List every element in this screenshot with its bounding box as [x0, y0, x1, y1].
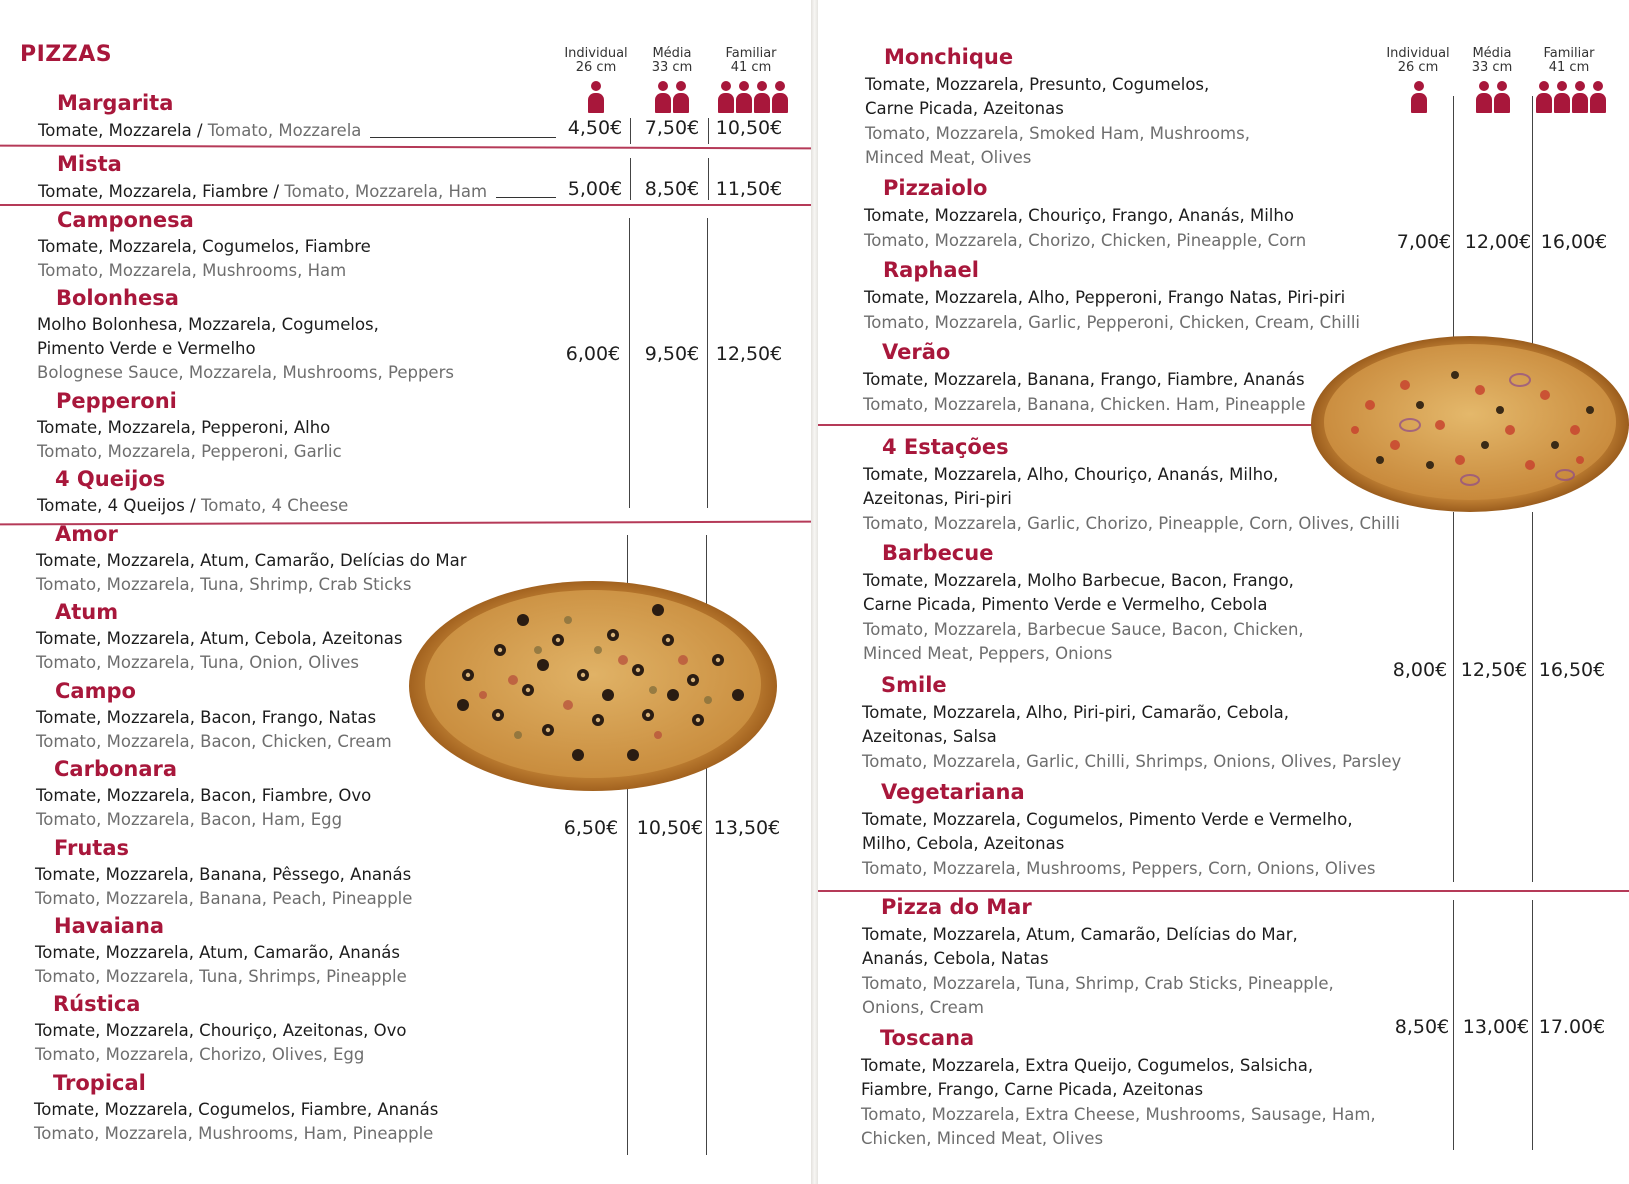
- ingredients-en: Tomato, Mozzarela, Bacon, Ham, Egg: [36, 810, 343, 829]
- column-separator: [1453, 512, 1454, 882]
- ingredients-en: Tomato, Mozzarela, Mushrooms, Ham: [38, 261, 347, 280]
- price-media: 12,00€: [1464, 231, 1532, 253]
- person-icon: [1554, 81, 1570, 113]
- ingredients-pt: Carne Picada, Pimento Verde e Vermelho, Cebola: [863, 595, 1268, 614]
- person-icon-group-1: [1411, 81, 1427, 113]
- pizza-name-amor: Amor: [55, 522, 118, 546]
- pizza-name-havaiana: Havaiana: [54, 914, 165, 938]
- size-label: Familiar: [725, 46, 777, 61]
- pizza-name-smile: Smile: [881, 673, 947, 697]
- pizza-name-carbonara: Carbonara: [54, 757, 178, 781]
- column-separator: [708, 158, 709, 200]
- person-icon: [1476, 81, 1492, 113]
- pizza-name-4-queijos: 4 Queijos: [55, 467, 166, 491]
- size-cm: 33 cm: [651, 60, 693, 75]
- column-separator: [630, 118, 631, 144]
- price-individual: 6,00€: [565, 343, 621, 365]
- ingredients-pt: Tomate, Mozzarela, Fiambre: [38, 182, 269, 201]
- ingredients-en: Tomato, Mozzarela, Smoked Ham, Mushrooms,: [865, 124, 1250, 143]
- price-familiar: 11,50€: [715, 178, 783, 200]
- pizza-name-verao: Verão: [882, 340, 951, 364]
- size-cm: 33 cm: [1471, 60, 1513, 75]
- ingredients-pt: Tomate, Mozzarela, Alho, Chouriço, Ananás, Milho,: [863, 465, 1279, 484]
- ingredients-pt: Ananás, Cebola, Natas: [862, 949, 1049, 968]
- ingredients-pt: Tomate, Mozzarela, Atum, Camarão, Delícias do Mar,: [862, 925, 1298, 944]
- pizza-name-frutas: Frutas: [54, 836, 130, 860]
- ingredients-en: Tomato, Mozzarela, Tuna, Shrimps, Pineapple: [35, 967, 407, 986]
- pizza-name-bolonhesa: Bolonhesa: [56, 286, 179, 310]
- price-media: 13,00€: [1462, 1016, 1530, 1038]
- size-label: Média: [1472, 46, 1512, 61]
- pizza-name-barbecue: Barbecue: [882, 541, 994, 565]
- size-header-familiar: [711, 47, 791, 75]
- ingredients-pt: Tomate, Mozzarela, Cogumelos, Fiambre: [38, 237, 371, 256]
- divider-line: [0, 521, 811, 526]
- ingredients-pt: Tomate, Mozzarela, Alho, Pepperoni, Frango Natas, Piri-piri: [864, 288, 1346, 307]
- ingredients-en: Tomato, Mozzarela, Extra Cheese, Mushrooms, Sausage, Ham,: [861, 1105, 1376, 1124]
- leader-line: [496, 196, 556, 198]
- ingredients-pt: Tomate, Mozzarela, Presunto, Cogumelos,: [865, 75, 1210, 94]
- pizza-name-camponesa: Camponesa: [57, 208, 194, 232]
- ingredients-en: Tomato, Mozzarela, Tuna, Onion, Olives: [36, 653, 359, 672]
- price-media: 12,50€: [1460, 659, 1528, 681]
- column-separator: [1532, 900, 1533, 1150]
- separator: /: [268, 182, 285, 201]
- ingredients-en: Tomato, Mozzarela, Tuna, Shrimp, Crab Sticks, Pineapple,: [862, 974, 1334, 993]
- ingredients-pt: Tomate, Mozzarela, Cogumelos, Pimento Verde e Vermelho,: [862, 810, 1353, 829]
- price-media: 9,50€: [644, 343, 700, 365]
- ingredients-pt: Tomate, Mozzarela, Pepperoni, Alho: [37, 418, 331, 437]
- separator: /: [191, 121, 208, 140]
- column-separator: [1532, 512, 1533, 882]
- size-label: Individual: [564, 46, 628, 61]
- person-icon-group-4: [1536, 81, 1606, 113]
- pizza-ingredients-mista: [38, 180, 487, 204]
- ingredients-pt: Tomate, Mozzarela, Atum, Camarão, Delícias do Mar: [36, 551, 467, 570]
- ingredients-pt: Tomate, Mozzarela, Chouriço, Frango, Ananás, Milho: [864, 206, 1294, 225]
- size-header-familiar: [1529, 47, 1609, 75]
- pizza-olive-illustration: [408, 580, 778, 792]
- column-separator: [1453, 900, 1454, 1150]
- pizza-name-monchique: Monchique: [884, 45, 1014, 69]
- ingredients-pt: Tomate, Mozzarela, Atum, Camarão, Ananás: [35, 943, 400, 962]
- price-familiar: 13,50€: [713, 817, 781, 839]
- ingredients-pt: Tomate, Mozzarela, Extra Queijo, Cogumelos, Salsicha,: [861, 1056, 1314, 1075]
- size-header-individual: [556, 47, 636, 75]
- ingredients-pt: Tomate, Mozzarela, Bacon, Frango, Natas: [36, 708, 377, 727]
- person-icon: [1572, 81, 1588, 113]
- price-familiar: 17.00€: [1538, 1016, 1606, 1038]
- pizza-name-tropical: Tropical: [53, 1071, 146, 1095]
- size-cm: 26 cm: [1397, 60, 1439, 75]
- person-icon: [1494, 81, 1510, 113]
- divider-line: [818, 890, 1629, 892]
- size-label: Média: [652, 46, 692, 61]
- divider-line: [0, 204, 811, 206]
- ingredients-pt: Tomate, Mozzarela, Banana, Frango, Fiambre, Ananás: [863, 370, 1305, 389]
- price-individual: 4,50€: [567, 117, 623, 139]
- ingredients-pt: Tomate, Mozzarela, Cogumelos, Fiambre, Ananás: [34, 1100, 439, 1119]
- person-icon: [1590, 81, 1606, 113]
- price-individual: 7,00€: [1396, 231, 1452, 253]
- price-media: 10,50€: [636, 817, 704, 839]
- ingredients-pt: Tomate, 4 Queijos: [37, 496, 185, 515]
- price-individual: 5,00€: [567, 178, 623, 200]
- person-icon: [718, 81, 734, 113]
- size-label: Familiar: [1543, 46, 1595, 61]
- person-icon: [655, 81, 671, 113]
- size-header-individual: [1378, 47, 1458, 75]
- pizza-topping-illustration: [1310, 335, 1629, 513]
- price-media: 7,50€: [644, 117, 700, 139]
- ingredients-en: Tomato, Mozzarela, Garlic, Chorizo, Pineapple, Corn, Olives, Chilli: [863, 514, 1400, 533]
- pizza-ingredients-4-queijos: [37, 494, 348, 518]
- pizza-name-pizza-do-mar: Pizza do Mar: [881, 895, 1032, 919]
- person-icon: [1536, 81, 1552, 113]
- pizza-name-atum: Atum: [55, 600, 119, 624]
- ingredients-en: Onions, Cream: [862, 998, 984, 1017]
- ingredients-pt: Fiambre, Frango, Carne Picada, Azeitonas: [861, 1080, 1204, 1099]
- size-cm: 41 cm: [730, 60, 772, 75]
- price-individual: 8,00€: [1392, 659, 1448, 681]
- ingredients-pt: Tomate, Mozzarela, Bacon, Fiambre, Ovo: [36, 786, 372, 805]
- size-cm: 26 cm: [575, 60, 617, 75]
- ingredients-pt: Tomate, Mozzarela, Atum, Cebola, Azeitonas: [36, 629, 403, 648]
- person-icon-group-2: [1476, 81, 1510, 113]
- ingredients-en: Minced Meat, Olives: [865, 148, 1032, 167]
- person-icon: [1411, 81, 1427, 113]
- ingredients-en: Tomato, Mozzarela, Chorizo, Chicken, Pineapple, Corn: [864, 231, 1307, 250]
- section-title: PIZZAS: [20, 42, 113, 67]
- column-separator: [708, 118, 709, 144]
- ingredients-en: Tomato, Mozzarela, Tuna, Shrimp, Crab Sticks: [36, 575, 412, 594]
- price-familiar: 16,00€: [1540, 231, 1608, 253]
- person-icon: [754, 81, 770, 113]
- size-label: Individual: [1386, 46, 1450, 61]
- person-icon: [772, 81, 788, 113]
- size-cm: 41 cm: [1548, 60, 1590, 75]
- ingredients-pt: Milho, Cebola, Azeitonas: [862, 834, 1065, 853]
- price-familiar: 12,50€: [715, 343, 783, 365]
- ingredients-en: Minced Meat, Peppers, Onions: [863, 644, 1113, 663]
- ingredients-en: Bolognese Sauce, Mozzarela, Mushrooms, Peppers: [37, 363, 454, 382]
- ingredients-pt: Pimento Verde e Vermelho: [37, 339, 256, 358]
- ingredients-en: Tomato, Mozzarela, Barbecue Sauce, Bacon, Chicken,: [863, 620, 1304, 639]
- column-separator: [630, 158, 631, 200]
- ingredients-en: Chicken, Minced Meat, Olives: [861, 1129, 1104, 1148]
- price-familiar: 10,50€: [715, 117, 783, 139]
- size-header-media: [632, 47, 712, 75]
- ingredients-pt: Tomate, Mozzarela, Alho, Piri-piri, Camarão, Cebola,: [862, 703, 1289, 722]
- person-icon-group-4: [718, 81, 788, 113]
- pizza-name-vegetariana: Vegetariana: [881, 780, 1025, 804]
- pizza-name-pepperoni: Pepperoni: [56, 389, 177, 413]
- ingredients-pt: Azeitonas, Piri-piri: [863, 489, 1012, 508]
- pizza-name-mista: Mista: [57, 152, 122, 176]
- pizza-name-toscana: Toscana: [880, 1026, 975, 1050]
- separator: /: [184, 496, 201, 515]
- ingredients-pt: Tomate, Mozzarela, Chouriço, Azeitonas, Ovo: [35, 1021, 407, 1040]
- ingredients-en: Tomato, Mozzarela, Banana, Peach, Pineapple: [35, 889, 413, 908]
- pizza-photo: [1310, 335, 1629, 513]
- ingredients-en: Tomato, Mozzarela, Chorizo, Olives, Egg: [35, 1045, 365, 1064]
- leader-line: [370, 136, 556, 138]
- page-fold: [811, 0, 818, 1184]
- price-individual: 6,50€: [563, 817, 619, 839]
- pizza-name-campo: Campo: [55, 679, 136, 703]
- pizza-ingredients-margarita: [38, 119, 361, 143]
- ingredients-pt: Molho Bolonhesa, Mozzarela, Cogumelos,: [37, 315, 379, 334]
- size-header-media: [1452, 47, 1532, 75]
- ingredients-en: Tomato, Mozzarela, Mushrooms, Peppers, Corn, Onions, Olives: [862, 859, 1376, 878]
- ingredients-en: Tomato, Mozzarela: [207, 121, 362, 140]
- divider-line: [0, 145, 811, 150]
- menu-page-right: [818, 0, 1629, 1184]
- ingredients-pt: Azeitonas, Salsa: [862, 727, 997, 746]
- menu-page-left: [0, 0, 811, 1184]
- pizza-name-margarita: Margarita: [57, 91, 174, 115]
- pizza-photo: [408, 580, 778, 792]
- pizza-name-4-estacoes: 4 Estações: [882, 435, 1009, 459]
- pizza-name-rustica: Rústica: [53, 992, 141, 1016]
- pizza-name-raphael: Raphael: [883, 258, 979, 282]
- person-icon-group-1: [588, 81, 604, 113]
- price-individual: 8,50€: [1394, 1016, 1450, 1038]
- ingredients-en: Tomato, Mozzarela, Mushrooms, Ham, Pineapple: [34, 1124, 434, 1143]
- person-icon: [588, 81, 604, 113]
- ingredients-en: Tomato, Mozzarela, Banana, Chicken. Ham, Pineapple: [863, 395, 1306, 414]
- ingredients-en: Tomato, Mozzarela, Garlic, Pepperoni, Chicken, Cream, Chilli: [864, 313, 1360, 332]
- ingredients-en: Tomato, Mozzarela, Garlic, Chilli, Shrimps, Onions, Olives, Parsley: [862, 752, 1402, 771]
- price-media: 8,50€: [644, 178, 700, 200]
- ingredients-en: Tomato, Mozzarela, Bacon, Chicken, Cream: [36, 732, 392, 751]
- ingredients-pt: Tomate, Mozzarela, Banana, Pêssego, Ananás: [35, 865, 412, 884]
- ingredients-en: Tomato, 4 Cheese: [200, 496, 349, 515]
- ingredients-en: Tomato, Mozzarela, Ham: [284, 182, 488, 201]
- person-icon: [736, 81, 752, 113]
- ingredients-pt: Tomate, Mozzarela: [38, 121, 192, 140]
- ingredients-pt: Carne Picada, Azeitonas: [865, 99, 1064, 118]
- column-separator: [707, 218, 708, 508]
- ingredients-en: Tomato, Mozzarela, Pepperoni, Garlic: [37, 442, 342, 461]
- price-familiar: 16,50€: [1538, 659, 1606, 681]
- person-icon-group-2: [655, 81, 689, 113]
- pizza-name-pizzaiolo: Pizzaiolo: [883, 176, 988, 200]
- ingredients-pt: Tomate, Mozzarela, Molho Barbecue, Bacon, Frango,: [863, 571, 1294, 590]
- column-separator: [629, 218, 630, 508]
- person-icon: [673, 81, 689, 113]
